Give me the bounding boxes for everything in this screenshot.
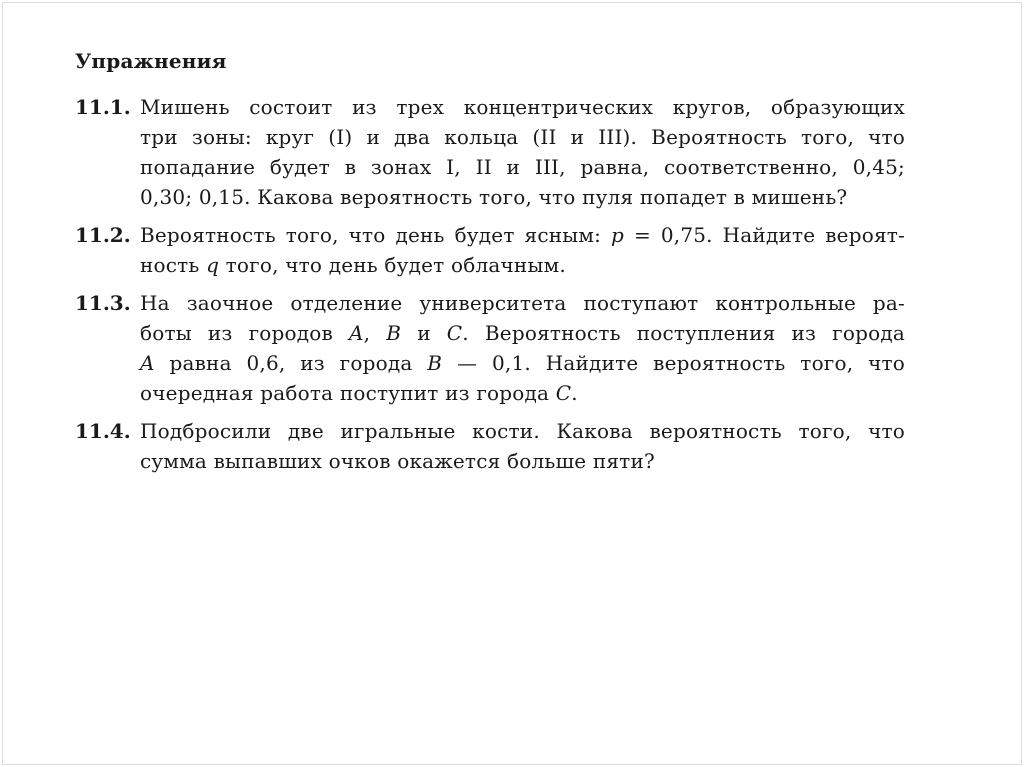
exercise-text: [140, 92, 905, 212]
exercise-number: 11.1.: [75, 95, 131, 119]
text-line: Вероятность того, что день будет ясным: p = 0,75. Найдите вероят-: [140, 223, 906, 247]
exercise-11-4: [75, 416, 905, 476]
exercises-section: [75, 46, 905, 484]
text-line: Подбросили две игральные кости. Какова вероятность того, что: [140, 419, 905, 443]
exercise-text: [140, 288, 905, 408]
text-line: боты из городов A, B и C. Вероятность поступления из города: [140, 321, 905, 345]
text-line: A равна 0,6, из города B — 0,1. Найдите вероятность того, что: [140, 351, 906, 375]
exercise-11-1: [75, 92, 905, 212]
section-heading: Упражнения: [75, 49, 227, 73]
text-line: На заочное отделение университета поступают контрольные ра-: [140, 291, 905, 315]
exercise-number: 11.4.: [75, 419, 131, 443]
text-line: сумма выпавших очков окажется больше пяти?: [140, 449, 655, 473]
text-line: три зоны: круг (I) и два кольца (II и III). Вероятность того, что: [140, 125, 905, 149]
text-line: Мишень состоит из трех концентрических кругов, образующих: [140, 95, 905, 119]
exercise-text: [140, 416, 905, 476]
exercise-number: 11.2.: [75, 223, 131, 247]
exercise-11-2: [75, 220, 905, 280]
text-line: очередная работа поступит из города C.: [140, 381, 578, 405]
exercise-11-3: [75, 288, 905, 408]
text-line: ность q того, что день будет облачным.: [140, 253, 566, 277]
exercise-number: 11.3.: [75, 291, 131, 315]
text-line: попадание будет в зонах I, II и III, равна, соответственно, 0,45;: [140, 155, 905, 179]
exercise-text: [140, 220, 905, 280]
text-line: 0,30; 0,15. Какова вероятность того, что пуля попадет в мишень?: [140, 185, 848, 209]
